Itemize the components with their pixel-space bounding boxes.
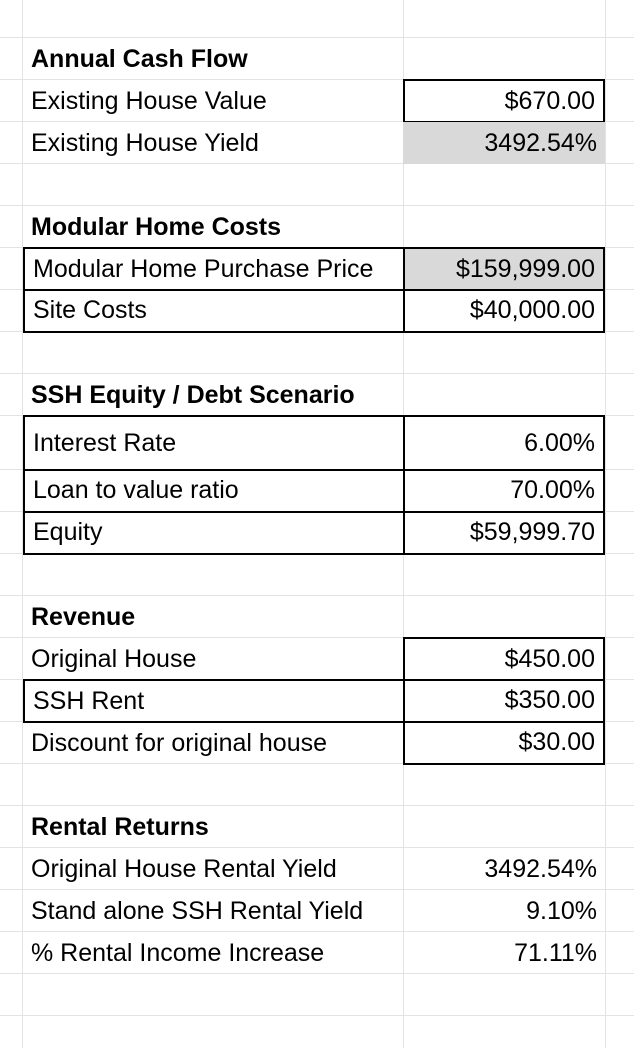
grid-column-line <box>605 0 606 1048</box>
label-original-house[interactable]: Original House <box>31 644 197 673</box>
value-equity[interactable]: $59,999.70 <box>403 511 605 555</box>
grid-row-line <box>0 1015 634 1016</box>
value-discount-for-original-house[interactable]: $30.00 <box>403 721 605 765</box>
label-ssh-rent[interactable]: SSH Rent <box>23 679 404 723</box>
label-modular-home-purchase-price[interactable]: Modular Home Purchase Price <box>23 247 404 291</box>
label-stand-alone-ssh-rental-yield[interactable]: Stand alone SSH Rental Yield <box>31 896 364 925</box>
value-original-house-rental-yield[interactable]: 3492.54% <box>484 854 597 883</box>
value-loan-to-value-ratio[interactable]: 70.00% <box>403 469 605 513</box>
value-interest-rate[interactable]: 6.00% <box>403 415 605 471</box>
label-discount-for-original-house[interactable]: Discount for original house <box>31 728 327 757</box>
value-modular-home-purchase-price[interactable]: $159,999.00 <box>403 247 605 291</box>
label-existing-house-value[interactable]: Existing House Value <box>31 86 267 115</box>
section-heading-annual-cash-flow[interactable]: Annual Cash Flow <box>31 44 248 73</box>
value-ssh-rent[interactable]: $350.00 <box>403 679 605 723</box>
value-original-house[interactable]: $450.00 <box>403 637 605 681</box>
label-existing-house-yield[interactable]: Existing House Yield <box>31 128 259 157</box>
label-site-costs[interactable]: Site Costs <box>23 289 404 333</box>
label-rental-income-increase[interactable]: % Rental Income Increase <box>31 938 325 967</box>
section-heading-modular-home-costs[interactable]: Modular Home Costs <box>31 212 282 241</box>
value-site-costs[interactable]: $40,000.00 <box>403 289 605 333</box>
value-existing-house-value[interactable]: $670.00 <box>403 79 605 123</box>
section-heading-rental-returns[interactable]: Rental Returns <box>31 812 209 841</box>
value-rental-income-increase[interactable]: 71.11% <box>514 938 597 967</box>
value-existing-house-yield[interactable]: 3492.54% <box>403 122 605 164</box>
section-heading-ssh-equity-debt-scenario[interactable]: SSH Equity / Debt Scenario <box>31 380 355 409</box>
value-stand-alone-ssh-rental-yield[interactable]: 9.10% <box>526 896 597 925</box>
label-equity[interactable]: Equity <box>23 511 404 555</box>
label-original-house-rental-yield[interactable]: Original House Rental Yield <box>31 854 337 883</box>
section-heading-revenue[interactable]: Revenue <box>31 602 136 631</box>
label-interest-rate[interactable]: Interest Rate <box>23 415 404 471</box>
label-loan-to-value-ratio[interactable]: Loan to value ratio <box>23 469 404 513</box>
